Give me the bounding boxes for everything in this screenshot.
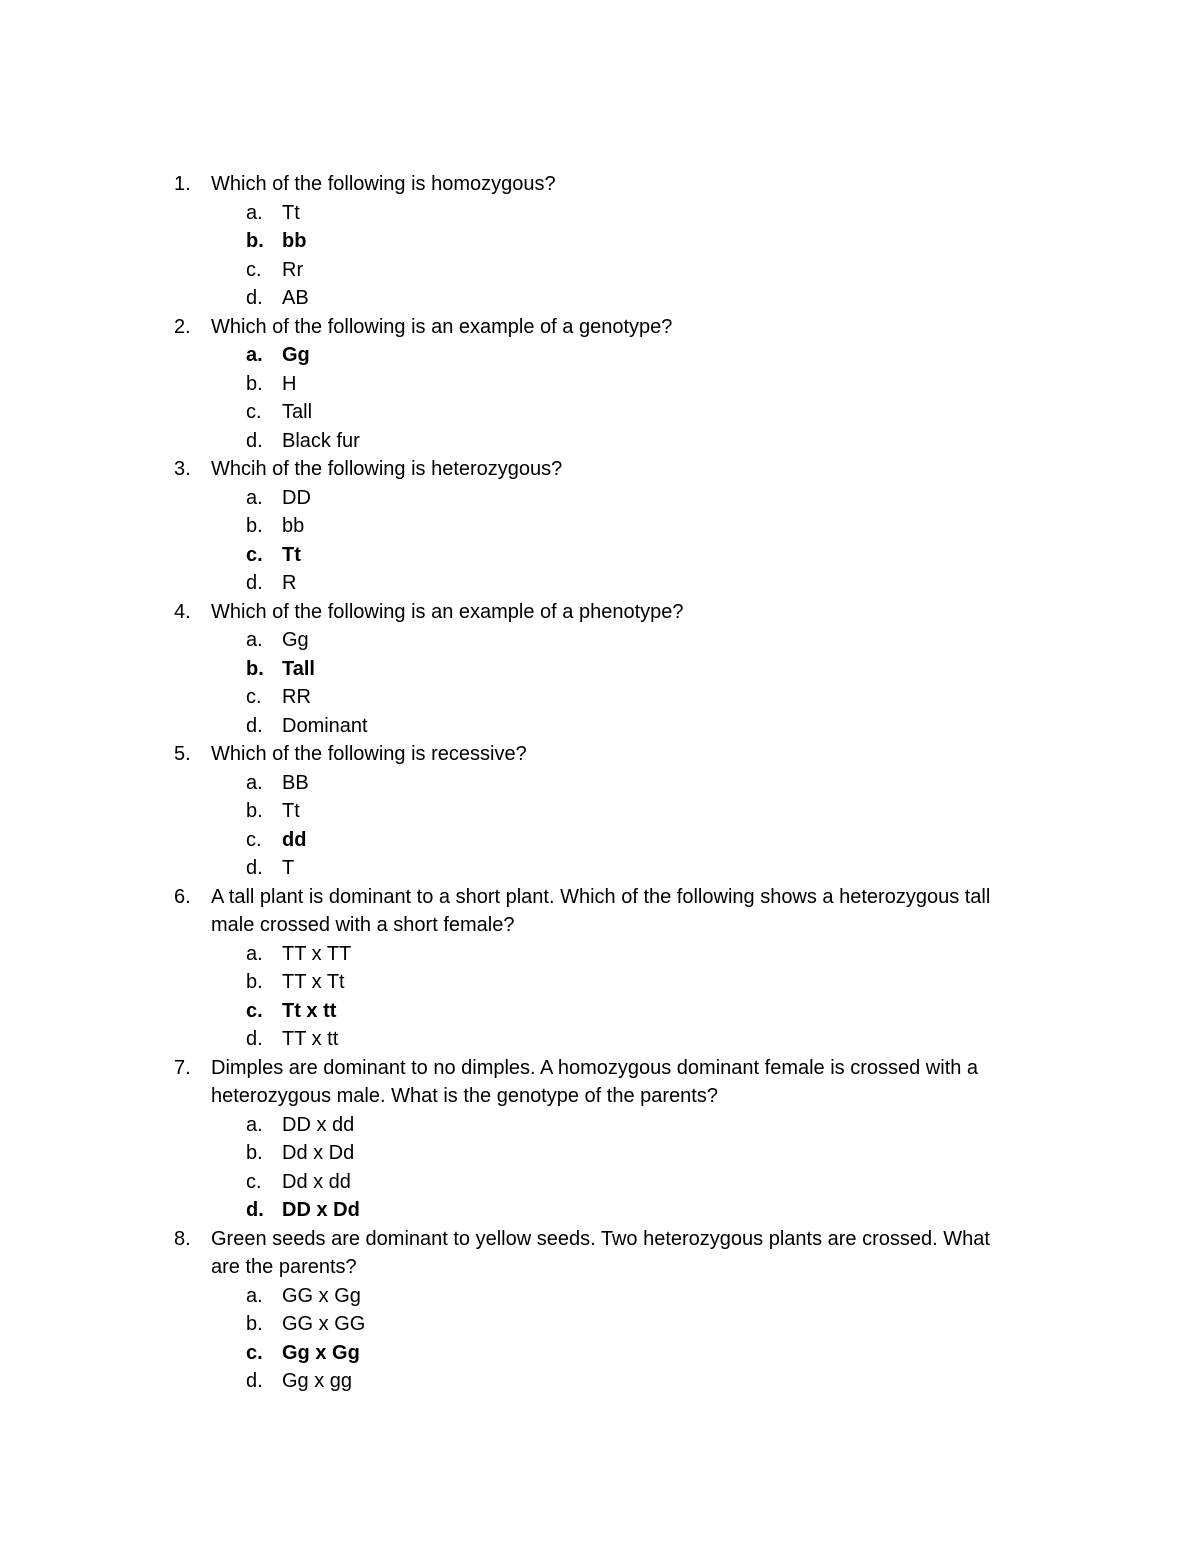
question-number: 4. — [174, 600, 191, 623]
question-number: 3. — [174, 458, 191, 480]
question-number: 1. — [174, 173, 191, 195]
answer-option — [0, 341, 1200, 370]
correct-option-text: Tt — [282, 543, 301, 566]
option-text: H — [282, 372, 297, 395]
question-text: Green seeds are dominant to yellow seeds. Two heterozygous plants are crossed. What — [211, 1227, 990, 1250]
option-letter: b. — [246, 1142, 263, 1164]
question-line-continued — [0, 1082, 1200, 1111]
option-text: GG x Gg — [282, 1284, 361, 1307]
answer-option — [0, 655, 1200, 684]
option-letter: b. — [246, 515, 263, 537]
option-letter: c. — [246, 401, 262, 423]
option-letter: a. — [246, 629, 263, 651]
question-text: A tall plant is dominant to a short plant. Which of the following shows a heterozygous tall — [211, 885, 991, 908]
correct-option-text: Tall — [282, 657, 315, 680]
question-text: Whcih of the following is heterozygous? — [211, 458, 563, 480]
option-letter: d. — [246, 1199, 264, 1221]
question-text: Dimples are dominant to no dimples. A homozygous dominant female is crossed with a — [211, 1056, 979, 1079]
option-text: Dominant — [282, 714, 368, 737]
question-line-continued — [0, 1253, 1200, 1282]
option-letter: c. — [246, 999, 263, 1022]
answer-option — [0, 997, 1200, 1026]
answer-option — [0, 541, 1200, 570]
question-line — [0, 313, 1200, 342]
answer-option — [0, 398, 1200, 427]
option-letter: c. — [246, 258, 262, 281]
option-text: RR — [282, 686, 311, 708]
option-letter: a. — [246, 1113, 263, 1136]
answer-option — [0, 940, 1200, 969]
option-letter: b. — [246, 372, 263, 395]
question-text: are the parents? — [211, 1256, 357, 1278]
option-text: Gg x gg — [282, 1370, 353, 1392]
option-text: Rr — [282, 258, 304, 281]
option-text: R — [282, 572, 297, 594]
question-text: heterozygous male. What is the genotype of the parents? — [211, 1085, 718, 1107]
quiz-document — [0, 170, 1200, 1396]
option-letter: b. — [246, 1313, 263, 1335]
answer-option — [0, 854, 1200, 883]
option-letter: d. — [246, 1028, 263, 1050]
question-line — [0, 455, 1200, 484]
option-letter: c. — [246, 828, 262, 851]
answer-option — [0, 227, 1200, 256]
answer-option — [0, 712, 1200, 741]
answer-option — [0, 569, 1200, 598]
option-letter: d. — [246, 1370, 263, 1392]
option-text: DD — [282, 486, 311, 509]
option-letter: c. — [246, 686, 262, 708]
question-text: male crossed with a short female? — [211, 914, 515, 936]
option-text: TT x tt — [282, 1028, 339, 1050]
option-text: Tt — [282, 800, 300, 822]
option-letter: d. — [246, 857, 263, 879]
option-letter: d. — [246, 572, 263, 594]
answer-option — [0, 199, 1200, 228]
option-text: Black fur — [282, 429, 360, 452]
answer-option — [0, 1025, 1200, 1054]
option-letter: b. — [246, 800, 263, 822]
correct-option-text: bb — [282, 230, 307, 252]
answer-option — [0, 1139, 1200, 1168]
answer-option — [0, 626, 1200, 655]
option-text: DD x dd — [282, 1113, 355, 1136]
option-letter: c. — [246, 1170, 262, 1193]
answer-option — [0, 1282, 1200, 1311]
option-letter: a. — [246, 486, 263, 509]
option-text: bb — [282, 515, 305, 537]
answer-option — [0, 1168, 1200, 1197]
question-number: 5. — [174, 743, 191, 765]
question-line-continued — [0, 911, 1200, 940]
option-text: GG x GG — [282, 1313, 366, 1335]
option-text: TT x TT — [282, 942, 352, 965]
correct-option-text: Gg — [282, 344, 310, 366]
option-letter: a. — [246, 771, 263, 794]
answer-option — [0, 1339, 1200, 1368]
question-text: Which of the following is an example of a phenotype? — [211, 600, 684, 623]
answer-option — [0, 826, 1200, 855]
question-text: Which of the following is homozygous? — [211, 173, 556, 195]
answer-option — [0, 512, 1200, 541]
option-letter: a. — [246, 942, 263, 965]
correct-option-text: Gg x Gg — [282, 1341, 360, 1364]
option-letter: c. — [246, 1341, 263, 1364]
option-text: T — [282, 857, 295, 879]
option-text: Dd x Dd — [282, 1142, 355, 1164]
answer-option — [0, 968, 1200, 997]
option-text: Gg — [282, 629, 309, 651]
option-letter: b. — [246, 657, 264, 680]
question-line — [0, 883, 1200, 912]
option-text: Dd x dd — [282, 1170, 351, 1193]
question-number: 2. — [174, 315, 191, 338]
question-number: 8. — [174, 1227, 191, 1250]
question-line — [0, 1054, 1200, 1083]
answer-option — [0, 427, 1200, 456]
question-line — [0, 598, 1200, 627]
option-text: Tt — [282, 201, 300, 224]
option-text: AB — [282, 287, 309, 309]
answer-option — [0, 1310, 1200, 1339]
option-letter: b. — [246, 971, 263, 993]
question-line — [0, 1225, 1200, 1254]
option-letter: c. — [246, 543, 263, 566]
option-letter: a. — [246, 1284, 263, 1307]
option-text: BB — [282, 771, 309, 794]
option-letter: a. — [246, 201, 263, 224]
answer-option — [0, 370, 1200, 399]
correct-option-text: DD x Dd — [282, 1199, 360, 1221]
answer-option — [0, 1367, 1200, 1396]
option-letter: d. — [246, 714, 263, 737]
question-line — [0, 170, 1200, 199]
question-number: 6. — [174, 885, 191, 908]
option-letter: d. — [246, 429, 263, 452]
question-text: Which of the following is an example of a genotype? — [211, 315, 673, 338]
answer-option — [0, 797, 1200, 826]
question-text: Which of the following is recessive? — [211, 743, 527, 765]
option-text: TT x Tt — [282, 971, 345, 993]
option-letter: a. — [246, 344, 263, 366]
question-number: 7. — [174, 1056, 191, 1079]
correct-option-text: dd — [282, 828, 307, 851]
answer-option — [0, 1196, 1200, 1225]
correct-option-text: Tt x tt — [282, 999, 337, 1022]
question-line — [0, 740, 1200, 769]
answer-option — [0, 683, 1200, 712]
answer-option — [0, 769, 1200, 798]
option-text: Tall — [282, 401, 313, 423]
answer-option — [0, 284, 1200, 313]
answer-option — [0, 484, 1200, 513]
answer-option — [0, 256, 1200, 285]
answer-option — [0, 1111, 1200, 1140]
option-letter: b. — [246, 230, 264, 252]
option-letter: d. — [246, 287, 263, 309]
